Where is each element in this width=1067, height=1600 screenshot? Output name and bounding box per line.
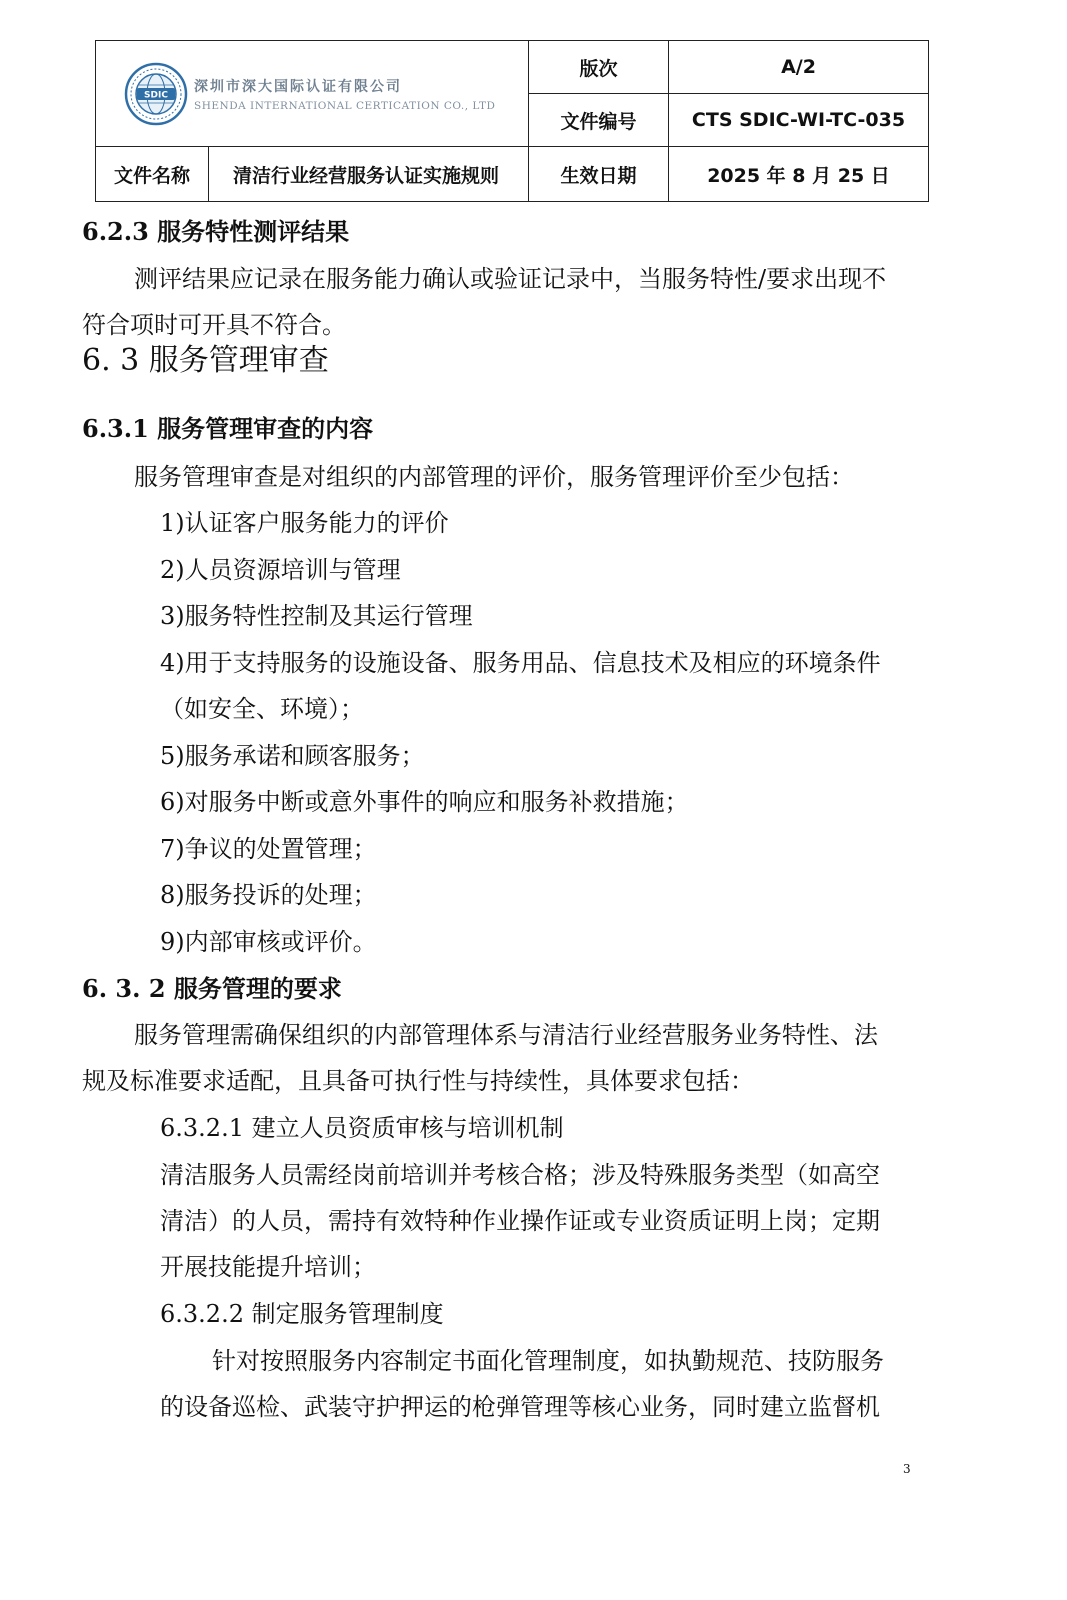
subsection-heading-6-3-2-2: 6.3.2.2 制定服务管理制度 xyxy=(160,1300,444,1328)
doc-number-label: 文件编号 xyxy=(529,94,669,147)
logo-cell xyxy=(96,41,529,147)
doc-number-value: CTS SDIC-WI-TC-035 xyxy=(669,94,929,147)
company-name-cn: 深圳市深大国际认证有限公司 xyxy=(194,78,402,95)
doc-name-label: 文件名称 xyxy=(96,147,209,202)
paragraph-line: 测评结果应记录在服务能力确认或验证记录中，当服务特性/要求出现不 xyxy=(134,265,887,293)
paragraph-line: 符合项时可开具不符合。 xyxy=(82,311,346,339)
company-logo xyxy=(96,62,528,126)
list-item: 6)对服务中断或意外事件的响应和服务补救措施； xyxy=(160,788,689,816)
list-item: 5)服务承诺和顾客服务； xyxy=(160,742,425,770)
list-item: 8)服务投诉的处理； xyxy=(160,881,377,909)
document-header-table xyxy=(95,40,929,202)
paragraph-line: 开展技能提升培训； xyxy=(160,1253,376,1281)
page-number: 3 xyxy=(903,1462,911,1476)
list-item: 4)用于支持服务的设施设备、服务用品、信息技术及相应的环境条件 xyxy=(160,649,881,677)
paragraph-line: 清洁服务人员需经岗前培训并考核合格；涉及特殊服务类型（如高空 xyxy=(160,1161,880,1189)
effective-date-value: 2025 年 8 月 25 日 xyxy=(669,147,929,202)
version-label: 版次 xyxy=(529,41,669,94)
section-heading-6-2-3: 6.2.3 服务特性测评结果 xyxy=(82,217,350,246)
paragraph-line: 规及标准要求适配，且具备可执行性与持续性，具体要求包括： xyxy=(82,1067,754,1095)
paragraph-line: 服务管理审查是对组织的内部管理的评价，服务管理评价至少包括： xyxy=(134,463,854,491)
list-item: 2)人员资源培训与管理 xyxy=(160,556,401,584)
list-item: 3)服务特性控制及其运行管理 xyxy=(160,602,473,630)
paragraph-line: 清洁）的人员，需持有效特种作业操作证或专业资质证明上岗；定期 xyxy=(160,1207,880,1235)
list-item-continuation: （如安全、环境）； xyxy=(160,695,364,723)
logo-badge-text: SDIC xyxy=(144,90,168,100)
section-heading-6-3-1: 6.3.1 服务管理审查的内容 xyxy=(82,414,374,443)
section-heading-6-3: 6. 3 服务管理审查 xyxy=(82,343,329,378)
doc-name-value: 清洁行业经营服务认证实施规则 xyxy=(209,147,529,202)
list-item: 9)内部审核或评价。 xyxy=(160,928,377,956)
subsection-heading-6-3-2-1: 6.3.2.1 建立人员资质审核与培训机制 xyxy=(160,1114,564,1142)
list-item: 1)认证客户服务能力的评价 xyxy=(160,509,449,537)
paragraph-line: 服务管理需确保组织的内部管理体系与清洁行业经营服务业务特性、法 xyxy=(134,1021,878,1049)
paragraph-line: 针对按照服务内容制定书面化管理制度，如执勤规范、技防服务 xyxy=(212,1347,884,1375)
section-heading-6-3-2: 6. 3. 2 服务管理的要求 xyxy=(82,974,342,1003)
sdic-globe-logo-icon xyxy=(124,62,188,126)
effective-date-label: 生效日期 xyxy=(529,147,669,202)
version-value: A/2 xyxy=(669,41,929,94)
list-item: 7)争议的处置管理； xyxy=(160,835,377,863)
paragraph-line: 的设备巡检、武装守护押运的枪弹管理等核心业务，同时建立监督机 xyxy=(160,1393,880,1421)
company-name-en: SHENDA INTERNATIONAL CERTICATION CO., LTD xyxy=(194,99,496,112)
